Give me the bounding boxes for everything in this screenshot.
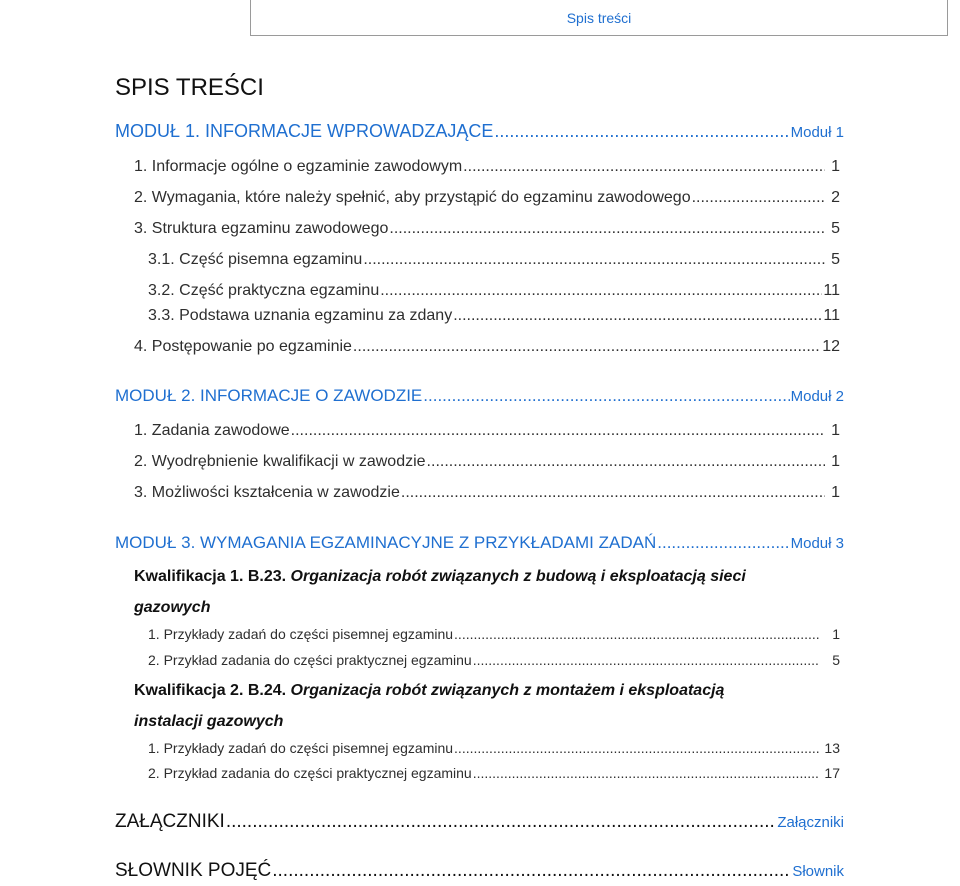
qualification-title: Organizacja robót związanych z montażem i eksploatacją xyxy=(290,682,725,699)
toc-entry-module-3[interactable] xyxy=(115,533,844,553)
qualification-title: Organizacja robót związanych z budową i eksploatacją sieci xyxy=(290,568,746,585)
toc-entry-page: Moduł 3 xyxy=(790,535,844,552)
toc-entry-page: 13 xyxy=(824,740,840,756)
toc-entry-page: 11 xyxy=(823,307,840,324)
leader-dots xyxy=(389,220,825,238)
toc-entry-page: Moduł 1 xyxy=(790,124,844,141)
toc-entry[interactable] xyxy=(134,422,840,440)
toc-entry-page: 1 xyxy=(831,422,840,439)
toc-entry-page: 1 xyxy=(831,158,840,175)
toc-entry-page: 5 xyxy=(832,652,840,668)
qualification-prefix: Kwalifikacja 2. B.24. xyxy=(134,682,287,699)
qualification-2-heading[interactable] xyxy=(134,682,724,700)
toc-entry-label: 2. Przykład zadania do części praktycznej egzaminu xyxy=(148,765,472,781)
leader-dots xyxy=(453,307,822,325)
qualification-prefix: Kwalifikacja 1. B.23. xyxy=(134,568,287,585)
toc-entry[interactable] xyxy=(148,307,840,325)
toc-entry-page: 12 xyxy=(822,338,840,355)
leader-dots xyxy=(454,740,819,756)
toc-entry[interactable] xyxy=(148,740,840,756)
toc-entry-label: 3.3. Podstawa uznania egzaminu za zdany xyxy=(148,307,453,324)
leader-dots xyxy=(427,453,825,471)
toc-entry[interactable] xyxy=(148,282,840,300)
leader-dots xyxy=(692,189,825,207)
header-title: Spis treści xyxy=(566,10,632,26)
toc-entry[interactable] xyxy=(148,765,840,781)
toc-entry-label: MODUŁ 2. INFORMACJE O ZAWODZIE xyxy=(115,386,423,405)
toc-entry[interactable] xyxy=(134,189,840,207)
toc-entry-label: 3. Możliwości kształcenia w zawodzie xyxy=(134,484,400,501)
toc-entry[interactable] xyxy=(134,484,840,502)
leader-dots xyxy=(494,121,789,142)
toc-entry-page: 2 xyxy=(831,189,840,206)
toc-entry-label: 3. Struktura egzaminu zawodowego xyxy=(134,220,389,237)
toc-entry-page: Załączniki xyxy=(777,814,844,831)
toc-entry[interactable] xyxy=(148,626,840,642)
toc-entry-glossary[interactable] xyxy=(115,860,844,882)
toc-entry-label: ZAŁĄCZNIKI xyxy=(115,811,225,832)
leader-dots xyxy=(657,533,789,553)
toc-entry-page: 5 xyxy=(831,251,840,268)
toc-entry-label: 2. Przykład zadania do części praktycznej egzaminu xyxy=(148,652,472,668)
qualification-title-cont: gazowych xyxy=(134,599,211,616)
leader-dots xyxy=(291,422,825,440)
leader-dots xyxy=(454,626,819,642)
toc-entry-label: 1. Przykłady zadań do części pisemnej egzaminu xyxy=(148,626,454,642)
toc-entry-attachments[interactable] xyxy=(115,811,844,833)
toc-entry-page: Słownik xyxy=(792,863,844,880)
toc-entry-page: 17 xyxy=(824,765,840,781)
toc-entry-page: Moduł 2 xyxy=(790,388,844,405)
toc-entry-page: 1 xyxy=(831,484,840,501)
leader-dots xyxy=(380,282,822,300)
toc-entry-label: 2. Wymagania, które należy spełnić, aby przystąpić do egzaminu zawodowego xyxy=(134,189,691,206)
qualification-title-cont: instalacji gazowych xyxy=(134,713,284,730)
toc-entry-module-1[interactable] xyxy=(115,121,844,142)
toc-entry-label: 1. Przykłady zadań do części pisemnej egzaminu xyxy=(148,740,454,756)
toc-entry[interactable] xyxy=(134,338,840,356)
toc-entry-label: 1. Informacje ogólne o egzaminie zawodowym xyxy=(134,158,463,175)
toc-entry-page: 1 xyxy=(832,626,840,642)
leader-dots xyxy=(363,251,825,269)
toc-entry-label: MODUŁ 3. WYMAGANIA EGZAMINACYJNE Z PRZYKŁADAMI ZADAŃ xyxy=(115,533,657,552)
qualification-1-heading-cont xyxy=(134,599,210,617)
toc-entry-label: 3.2. Część praktyczna egzaminu xyxy=(148,282,380,299)
leader-dots xyxy=(226,811,777,833)
toc-entry-label: SŁOWNIK POJĘĆ xyxy=(115,860,272,881)
qualification-1-heading[interactable] xyxy=(134,568,746,586)
toc-entry-label: 4. Postępowanie po egzaminie xyxy=(134,338,352,355)
leader-dots xyxy=(401,484,825,502)
toc-entry[interactable] xyxy=(148,251,840,269)
toc-entry[interactable] xyxy=(148,652,840,668)
leader-dots xyxy=(463,158,825,176)
toc-entry-label: 3.1. Część pisemna egzaminu xyxy=(148,251,363,268)
leader-dots xyxy=(473,652,819,668)
toc-entry[interactable] xyxy=(134,158,840,176)
toc-entry-label: 1. Zadania zawodowe xyxy=(134,422,290,439)
toc-entry-page: 5 xyxy=(831,220,840,237)
toc-entry[interactable] xyxy=(134,220,840,238)
toc-entry-label: MODUŁ 1. INFORMACJE WPROWADZAJĄCE xyxy=(115,121,494,141)
toc-entry[interactable] xyxy=(134,453,840,471)
leader-dots xyxy=(353,338,821,356)
page-header xyxy=(250,0,948,36)
leader-dots xyxy=(423,386,789,406)
leader-dots xyxy=(272,860,791,882)
leader-dots xyxy=(473,765,819,781)
qualification-2-heading-cont xyxy=(134,713,283,731)
toc-entry-module-2[interactable] xyxy=(115,386,844,406)
toc-entry-page: 1 xyxy=(831,453,840,470)
toc-title: SPIS TREŚCI xyxy=(115,74,264,101)
toc-entry-page: 11 xyxy=(823,282,840,299)
toc-entry-label: 2. Wyodrębnienie kwalifikacji w zawodzie xyxy=(134,453,426,470)
